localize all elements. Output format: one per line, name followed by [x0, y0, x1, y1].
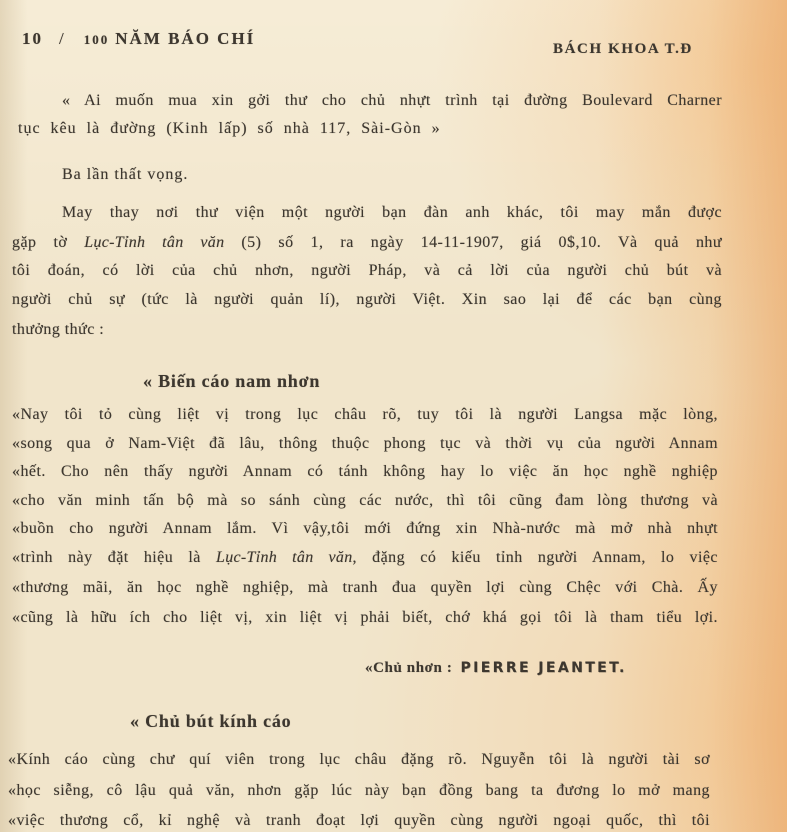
magazine-name: BÁCH KHOA T.Đ	[553, 41, 693, 57]
signature-name: PIERRE JEANTET.	[460, 660, 627, 676]
paragraph-line	[12, 232, 722, 254]
line-text: gặp tờ	[12, 234, 68, 251]
newspaper-title: Lục-Tỉnh tân văn	[84, 234, 225, 251]
notice-line: «việc thương cổ, kỉ nghệ và tranh đoạt lợi quyền cùng người ngoại quốc, thì tôi	[8, 812, 710, 829]
notice-line: «Kính cáo cùng chư quí viên trong lục châu đặng rõ. Nguyễn tôi là người tài sơ	[8, 751, 710, 768]
notice-line: «thương mãi, ăn học nghề nghiệp, mà tranh đua quyền lợi cùng Chệc với Chà. Ấy	[12, 579, 718, 596]
page-number: 10	[22, 29, 43, 48]
notice-line: «học siễng, cô lậu quả văn, nhơn gặp lúc này bạn đồng bang ta đương lo mở mang	[8, 782, 710, 799]
newspaper-title: Lục-Tỉnh tân văn	[216, 549, 353, 566]
notice-line: «cũng là hữu ích cho liệt vị, xin liệt vị phải biết, chớ khá gọi tôi là tham tiểu lợi.	[12, 609, 718, 626]
signature-label: «Chủ nhơn :	[365, 660, 453, 676]
intro-line: « Ai muốn mua xin gởi thư cho chủ nhựt trình tại đường Boulevard Charner	[62, 92, 722, 109]
paragraph-line: người chủ sự (tức là người quản lí), người Việt. Xin sao lại để các bạn cùng	[12, 291, 722, 308]
line-text: , đặng có kiếu tỉnh người Annam, lo việc	[352, 549, 718, 566]
notice-line: «hết. Cho nên thấy người Annam có tánh không hay lo việc ăn học nghề nghiệp	[12, 463, 718, 480]
intro-line: tục kêu là đường (Kinh lấp) số nhà 117, Sài-Gòn »	[18, 120, 441, 137]
line-text: «trình này đặt hiệu là	[12, 549, 201, 566]
notice-line	[12, 547, 718, 569]
running-title-number: 100	[83, 32, 110, 47]
running-head-separator: /	[59, 29, 66, 48]
section-heading: « Chủ bút kính cáo	[130, 711, 292, 731]
running-head-left	[22, 27, 255, 51]
notice-line: «song qua ở Nam-Việt đã lâu, thông thuộc phong tục và thời vụ của người Annam	[12, 435, 718, 452]
notice-line: «buồn cho người Annam lắm. Vì vậy,tôi mới đứng xin Nhà-nước mà mở nhà nhựt	[12, 520, 718, 537]
owner-signature	[365, 657, 627, 679]
paragraph-line: May thay nơi thư viện một người bạn đàn anh khác, tôi may mắn được	[62, 204, 722, 221]
running-title: NĂM BÁO CHÍ	[115, 29, 256, 48]
paragraph-line: thưởng thức :	[12, 321, 105, 338]
line-text: (5) số 1, ra ngày 14-11-1907, giá 0$,10. Và quả như	[241, 234, 722, 251]
paragraph-line: tôi đoán, có lời của chủ nhơn, người Pháp, và cả lời của người chủ bút và	[12, 262, 722, 279]
notice-line: «Nay tôi tỏ cùng liệt vị trong lục châu rõ, tuy tôi là người Langsa mặc lòng,	[12, 406, 718, 423]
notice-line: «cho văn minh tấn bộ mà so sánh cùng các nước, thì tôi cũng đam lòng thương và	[12, 492, 718, 509]
paragraph-line: Ba lần thất vọng.	[62, 166, 189, 183]
section-heading: « Biến cáo nam nhơn	[143, 371, 321, 391]
